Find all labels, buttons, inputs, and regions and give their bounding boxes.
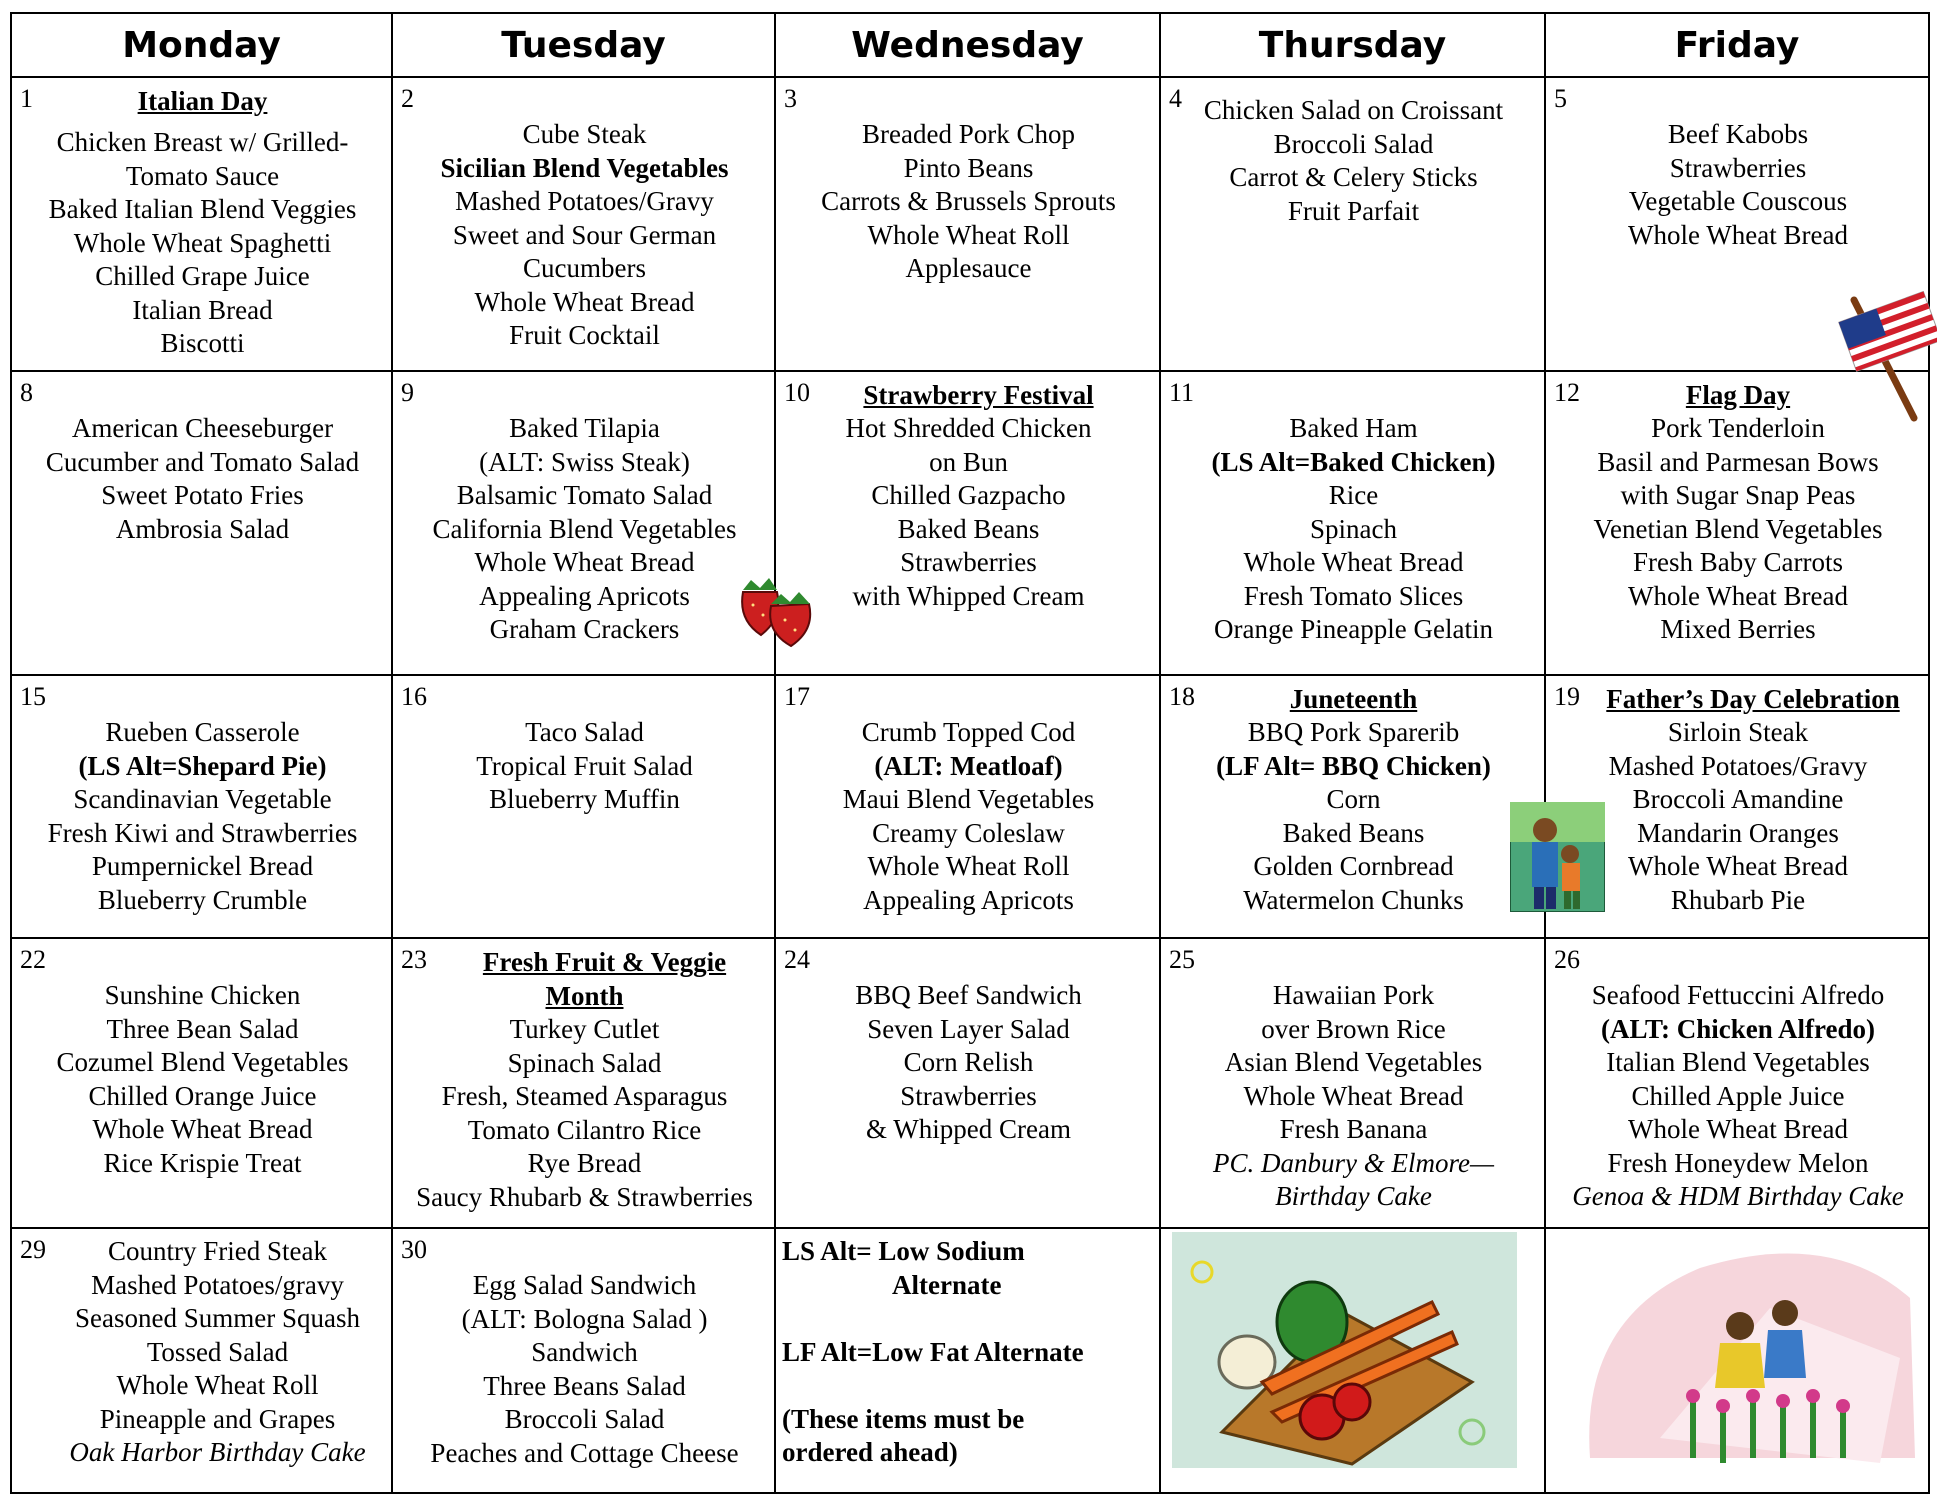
day-cell [11, 675, 392, 938]
legend-spacer [782, 1302, 1159, 1336]
menu-item: over Brown Rice [1261, 1013, 1446, 1044]
day-theme-title-line2: Month [545, 981, 624, 1011]
day-cell [1160, 371, 1545, 675]
day-theme-title: Flag Day [1685, 380, 1791, 410]
menu-items [1169, 94, 1538, 228]
header-monday: Monday [11, 13, 392, 77]
menu-item: Golden Cornbread [1253, 851, 1454, 881]
menu-item: Cucumber and Tomato Salad [45, 446, 360, 477]
menu-item: Mandarin Oranges [1637, 817, 1839, 848]
day-number: 9 [401, 378, 414, 407]
menu-item: Broccoli Salad [1273, 128, 1434, 159]
menu-item: Baked Beans [897, 513, 1040, 544]
menu-item: Pork Tenderloin [1651, 413, 1825, 443]
menu-items [401, 1013, 768, 1214]
menu-item: Strawberries [900, 1080, 1037, 1111]
day-cell [1160, 675, 1545, 938]
menu-item: Mixed Berries [1660, 614, 1816, 644]
day-cell [11, 1228, 392, 1493]
menu-item: Sandwich [531, 1337, 638, 1367]
day-theme-title [1169, 378, 1538, 412]
day-number: 22 [20, 945, 46, 974]
legend-cell [775, 1228, 1160, 1493]
menu-item: (ALT: Meatloaf) [874, 750, 1063, 781]
father-and-son-icon [1510, 802, 1605, 912]
menu-item: Applesauce [905, 253, 1032, 283]
day-theme-title [1554, 945, 1922, 979]
menu-items [20, 118, 385, 361]
day-cell [1160, 77, 1545, 371]
menu-item: Rueben Casserole [105, 717, 300, 747]
day-number: 23 [401, 945, 427, 974]
menu-item: Whole Wheat Bread [474, 547, 695, 577]
menu-item: Creamy Coleslaw [872, 817, 1065, 848]
menu-item: Maui Blend Vegetables [842, 784, 1095, 814]
menu-item: Spinach [1310, 513, 1397, 544]
menu-item: Country Fried Steak [108, 1236, 327, 1266]
menu-item: Strawberries [1669, 152, 1807, 183]
menu-item: (ALT: Chicken Alfredo) [1600, 1013, 1876, 1044]
menu-item: Balsamic Tomato Salad [456, 480, 713, 510]
menu-item: Fruit Cocktail [509, 320, 660, 350]
menu-item: Rice [1328, 480, 1379, 510]
menu-item: Vegetable Couscous [1628, 186, 1848, 216]
week-row [11, 938, 1929, 1228]
day-cell [392, 938, 775, 1228]
header-tuesday: Tuesday [392, 13, 775, 77]
menu-item: with Sugar Snap Peas [1620, 480, 1856, 510]
menu-item: Venetian Blend Vegetables [1593, 513, 1883, 544]
menu-items [1554, 979, 1922, 1214]
menu-item: Spinach Salad [507, 1047, 662, 1078]
menu-item: Graham Crackers [489, 614, 680, 644]
menu-item: Scandinavian Vegetable [73, 784, 332, 814]
menu-item: Sunshine Chicken [104, 980, 301, 1010]
day-number: 11 [1169, 378, 1195, 407]
gardening-couple-icon [1580, 1238, 1920, 1470]
day-number: 17 [784, 682, 810, 711]
menu-item: Whole Wheat Spaghetti [73, 227, 332, 258]
menu-items [401, 1269, 768, 1470]
menu-item: Tomato Sauce [125, 160, 280, 191]
menu-item: Baked Ham [1289, 413, 1418, 443]
menu-item: Whole Wheat Roll [867, 851, 1070, 881]
menu-item: Mashed Potatoes/Gravy [1608, 750, 1868, 781]
header-wednesday: Wednesday [775, 13, 1160, 77]
menu-item: Rye Bread [527, 1148, 642, 1178]
menu-item: Fresh, Steamed Asparagus [441, 1081, 728, 1111]
week-row [11, 675, 1929, 938]
menu-item: Blueberry Crumble [97, 884, 308, 915]
menu-item: Pumpernickel Bread [91, 851, 314, 881]
weekday-header-row [11, 13, 1929, 77]
menu-item: Breaded Pork Chop [862, 119, 1075, 149]
menu-item: Baked Italian Blend Veggies [48, 194, 357, 224]
menu-item: Mashed Potatoes/gravy [91, 1269, 344, 1300]
day-cell [1545, 938, 1929, 1228]
menu-items [20, 979, 385, 1180]
menu-item: Pineapple and Grapes [99, 1403, 336, 1434]
day-number: 25 [1169, 945, 1195, 974]
week-row [11, 371, 1929, 675]
menu-item: Chicken Breast w/ Grilled- [56, 127, 349, 157]
day-cell [775, 77, 1160, 371]
menu-item: Whole Wheat Bread [1243, 1080, 1464, 1111]
legend-line: LF Alt=Low Fat Alternate [782, 1336, 1084, 1367]
day-cell [392, 1228, 775, 1493]
menu-item: Carrots & Brussels Sprouts [821, 186, 1116, 216]
menu-item: Seven Layer Salad [867, 1013, 1070, 1044]
day-number: 26 [1554, 945, 1580, 974]
menu-item: (ALT: Bologna Salad ) [461, 1303, 708, 1334]
menu-item: Egg Salad Sandwich [472, 1270, 697, 1300]
day-theme-title [20, 945, 385, 979]
day-number: 2 [401, 84, 414, 113]
menu-item: & Whipped Cream [866, 1114, 1071, 1144]
day-cell [1160, 938, 1545, 1228]
menu-item: Watermelon Chunks [1243, 884, 1464, 915]
menu-item: Oak Harbor Birthday Cake [69, 1437, 366, 1467]
day-theme-title [1169, 945, 1538, 979]
menu-item: Strawberries [900, 547, 1037, 577]
menu-items [784, 716, 1153, 917]
week-row [11, 77, 1929, 371]
american-flag-icon [1832, 290, 1937, 425]
day-theme-title [784, 682, 1153, 716]
menu-item: Pinto Beans [903, 152, 1034, 183]
menu-items [1554, 716, 1922, 917]
menu-items [784, 979, 1153, 1147]
day-theme-title: Father’s Day Celebration [1606, 684, 1900, 714]
menu-item: Blueberry Muffin [489, 784, 680, 814]
menu-item: Chilled Orange Juice [88, 1080, 317, 1111]
day-number: 10 [784, 378, 810, 407]
menu-item: Corn Relish [903, 1047, 1034, 1077]
menu-item: Whole Wheat Bread [1628, 219, 1848, 250]
menu-item: Sicilian Blend Vegetables [440, 152, 729, 183]
menu-item: Three Bean Salad [106, 1013, 299, 1044]
menu-item: Whole Wheat Roll [116, 1370, 319, 1400]
menu-item: Italian Bread [132, 294, 273, 325]
day-number: 8 [20, 378, 33, 407]
menu-item: Sweet Potato Fries [101, 480, 304, 510]
day-theme-title: Juneteenth [1289, 684, 1418, 714]
menu-item: Hawaiian Pork [1272, 980, 1435, 1010]
menu-item: Italian Blend Vegetables [1606, 1047, 1870, 1077]
menu-items [784, 412, 1153, 613]
day-number: 15 [20, 682, 46, 711]
menu-item: BBQ Pork Sparerib [1247, 717, 1460, 747]
day-number: 12 [1554, 378, 1580, 407]
menu-item: Chilled Grape Juice [95, 261, 310, 291]
day-number: 16 [401, 682, 427, 711]
menu-items [20, 716, 385, 917]
menu-items [401, 716, 768, 817]
menu-item: Crumb Topped Cod [861, 717, 1076, 747]
menu-item: Hot Shredded Chicken [845, 413, 1092, 443]
legend-spacer [782, 1369, 1159, 1403]
day-number: 3 [784, 84, 797, 113]
day-number: 4 [1169, 84, 1182, 113]
menu-item: Rice Krispie Treat [103, 1147, 302, 1178]
day-theme-title [401, 84, 768, 118]
menu-items [20, 412, 385, 546]
day-theme-title [1169, 84, 1538, 94]
day-cell [11, 371, 392, 675]
menu-item: Baked Tilapia [509, 413, 660, 443]
menu-item: Turkey Cutlet [509, 1014, 660, 1044]
menu-item: Asian Blend Vegetables [1224, 1047, 1483, 1077]
menu-item: Cozumel Blend Vegetables [56, 1047, 349, 1077]
day-cell [775, 938, 1160, 1228]
vegetables-basket-icon [1172, 1232, 1517, 1468]
menu-item: Sirloin Steak [1667, 717, 1809, 747]
menu-item: Beef Kabobs [1667, 119, 1809, 149]
day-number: 19 [1554, 682, 1580, 711]
menu-item: Baked Beans [1282, 817, 1425, 848]
day-number: 18 [1169, 682, 1195, 711]
day-theme-title [401, 1235, 768, 1269]
menu-item: Fruit Parfait [1287, 195, 1420, 226]
day-theme-title: Italian Day [137, 86, 268, 116]
header-thursday: Thursday [1160, 13, 1545, 77]
menu-item: Broccoli Amandine [1632, 784, 1844, 814]
menu-item: PC. Danbury & Elmore— [1213, 1147, 1494, 1178]
menu-item: Ambrosia Salad [115, 513, 290, 544]
day-cell [392, 77, 775, 371]
menu-item: Cucumbers [523, 253, 646, 283]
menu-items [784, 118, 1153, 286]
day-theme-title [401, 378, 768, 412]
menu-item: Saucy Rhubarb & Strawberries [416, 1181, 753, 1212]
menu-item: Corn [1326, 784, 1381, 814]
day-cell [392, 675, 775, 938]
menu-item: Whole Wheat Bread [1628, 1114, 1848, 1144]
menu-item: Mashed Potatoes/Gravy [455, 186, 714, 216]
menu-item: Appealing Apricots [479, 580, 690, 611]
menu-item: Taco Salad [525, 717, 644, 747]
menu-item: Fresh Banana [1279, 1114, 1428, 1144]
menu-item: Tossed Salad [146, 1336, 289, 1367]
menu-item: Orange Pineapple Gelatin [1214, 614, 1493, 644]
menu-item: (LS Alt=Baked Chicken) [1211, 446, 1496, 477]
menu-item: American Cheeseburger [71, 413, 334, 443]
menu-item: with Whipped Cream [852, 580, 1085, 611]
menu-item: Appealing Apricots [863, 884, 1074, 915]
day-cell [11, 938, 392, 1228]
day-number: 1 [20, 84, 33, 113]
menu-item: on Bun [929, 446, 1008, 477]
menu-item: Seafood Fettuccini Alfredo [1591, 980, 1885, 1010]
menu-item: Chilled Gazpacho [871, 480, 1066, 510]
menu-item: California Blend Vegetables [432, 513, 737, 544]
menu-items [401, 118, 768, 353]
day-theme-title: Fresh Fruit & Veggie [482, 947, 727, 977]
menu-item: (LS Alt=Shepard Pie) [78, 750, 327, 781]
menu-items [1554, 412, 1922, 647]
menu-item: Tomato Cilantro Rice [467, 1114, 702, 1145]
menu-item: Whole Wheat Roll [867, 219, 1070, 250]
menu-item: Whole Wheat Bread [92, 1114, 313, 1144]
menu-item: Whole Wheat Bread [1628, 851, 1848, 881]
header-friday: Friday [1545, 13, 1929, 77]
day-theme-title [784, 945, 1153, 979]
menu-items [20, 1235, 385, 1470]
day-theme-title [1554, 84, 1922, 118]
day-cell [775, 675, 1160, 938]
menu-items [1554, 118, 1922, 252]
day-theme-title [401, 682, 768, 716]
menu-item: Whole Wheat Bread [1628, 580, 1848, 611]
menu-item: (ALT: Swiss Steak) [479, 446, 690, 477]
menu-items [1169, 412, 1538, 647]
legend-line: (These items must be [782, 1403, 1025, 1434]
menu-item: Three Beans Salad [483, 1370, 686, 1401]
menu-items [1169, 716, 1538, 917]
day-cell [11, 77, 392, 371]
menu-items [1169, 979, 1538, 1214]
menu-item: Chilled Apple Juice [1631, 1080, 1845, 1111]
day-theme-title [784, 84, 1153, 118]
day-cell [775, 371, 1160, 675]
legend-line: ordered ahead) [782, 1437, 958, 1467]
menu-item: Birthday Cake [1275, 1181, 1432, 1211]
menu-item: Tropical Fruit Salad [476, 750, 693, 781]
menu-item: Whole Wheat Bread [1243, 547, 1464, 577]
menu-item: Broccoli Salad [504, 1404, 665, 1434]
day-theme-title [20, 682, 385, 716]
menu-item: Whole Wheat Bread [474, 286, 695, 317]
menu-item: Chicken Salad on Croissant [1203, 95, 1504, 125]
menu-item: (LF Alt= BBQ Chicken) [1216, 750, 1491, 781]
day-theme-title [20, 378, 385, 412]
legend-line: Alternate [892, 1269, 1002, 1300]
day-cell [392, 371, 775, 675]
menu-item: Basil and Parmesan Bows [1597, 446, 1879, 477]
day-number: 29 [20, 1235, 46, 1264]
legend-line: LS Alt= Low Sodium [782, 1236, 1025, 1266]
day-theme-title: Strawberry Festival [863, 380, 1094, 410]
menu-item: Seasoned Summer Squash [75, 1303, 360, 1333]
day-number: 5 [1554, 84, 1567, 113]
menu-item: Sweet and Sour German [452, 219, 717, 250]
menu-item: Biscotti [160, 328, 245, 358]
menu-item: Cube Steak [522, 119, 647, 149]
menu-item: Fresh Honeydew Melon [1607, 1147, 1869, 1178]
menu-item: Fresh Kiwi and Strawberries [47, 817, 358, 848]
menu-item: Rhubarb Pie [1670, 884, 1806, 915]
menu-item: Genoa & HDM Birthday Cake [1572, 1181, 1904, 1211]
day-number: 24 [784, 945, 810, 974]
menu-item: Peaches and Cottage Cheese [430, 1437, 739, 1468]
menu-item: Fresh Baby Carrots [1633, 547, 1843, 577]
menu-item: Fresh Tomato Slices [1243, 580, 1464, 611]
day-number: 30 [401, 1235, 427, 1264]
menu-item: Carrot & Celery Sticks [1229, 162, 1478, 192]
strawberries-icon [733, 570, 828, 650]
menu-items [401, 412, 768, 647]
menu-item: BBQ Beef Sandwich [855, 980, 1082, 1010]
